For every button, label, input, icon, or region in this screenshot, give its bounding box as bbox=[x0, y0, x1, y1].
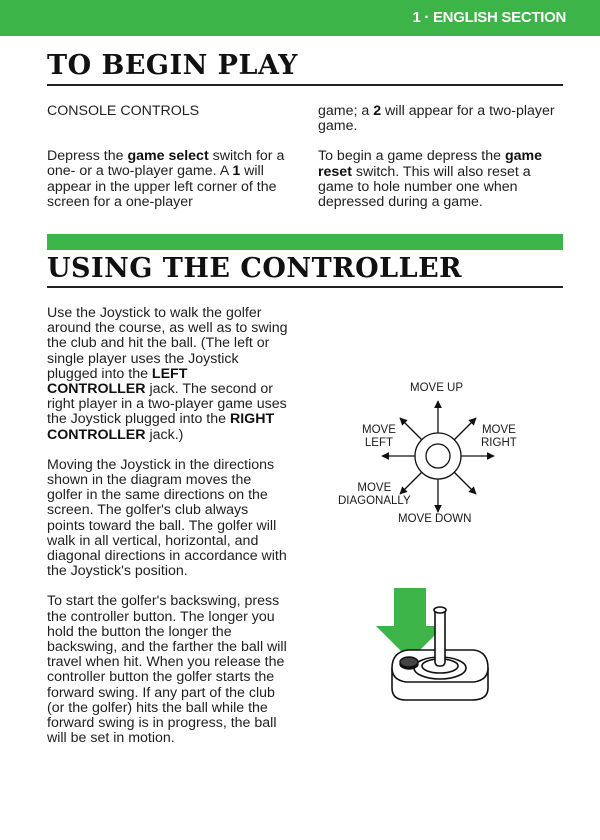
joystick-intro-paragraph bbox=[47, 306, 289, 443]
fire-button-top bbox=[400, 657, 418, 667]
joystick-directions-paragraph: Moving the Joystick in the directions shown in the diagram moves the golfer in the same directions on the screen. The golfer's club always points toward the ball. The golfer will walk in all vertical, horizontal, and diagonal directions in accordance with the Joystick's position. bbox=[47, 456, 287, 580]
text-run: Depress the bbox=[47, 148, 128, 165]
number-two: 2 bbox=[373, 103, 382, 119]
arrow-down-left-icon bbox=[400, 472, 422, 494]
game-reset-paragraph bbox=[318, 149, 568, 210]
number-one: 1 bbox=[232, 163, 241, 180]
joystick-illustration bbox=[376, 588, 496, 708]
text-run: will appear for a two-player game. bbox=[318, 103, 555, 135]
text-run: game; a bbox=[318, 103, 374, 119]
two-player-paragraph bbox=[318, 104, 568, 134]
begin-left-column bbox=[47, 104, 292, 225]
joystick-circle-inner bbox=[426, 444, 450, 468]
label-line: MOVE bbox=[357, 482, 392, 494]
label-line: RIGHT bbox=[481, 437, 517, 449]
label-line: DIAGONALLY bbox=[338, 495, 411, 507]
arrow-up-right-icon bbox=[454, 418, 476, 440]
text-run: switch. This will also reset a game to hole number one when depressed during a game. bbox=[318, 163, 531, 211]
controller-text-column bbox=[47, 306, 289, 761]
keyword-game-select: game select bbox=[127, 148, 209, 165]
backswing-paragraph: To start the golfer's backswing, press the controller button. The longer you hold the button the longer the backswing, and the farther the ball will travel when hit. When you release the controller button the golfer starts the forward swing. If any part of the club (or the golfer) hits the ball while the forward swing is in progress, the ball will be set in motion. bbox=[47, 593, 287, 747]
keyword-game-reset: game reset bbox=[318, 148, 542, 180]
joystick-stick bbox=[435, 608, 445, 666]
heading-using-controller: USING THE CONTROLLER bbox=[47, 253, 463, 284]
direction-diagram bbox=[376, 396, 500, 520]
keyword-right-controller: RIGHT CONTROLLER bbox=[47, 411, 275, 443]
begin-right-column bbox=[318, 104, 568, 225]
text-run: switch for a one- or a two-player game. A bbox=[47, 148, 285, 180]
text-run: jack. The second or right player in a two-player game uses the Joystick plugged into the bbox=[47, 381, 287, 428]
game-select-paragraph bbox=[47, 149, 292, 210]
label-move-down: MOVE DOWN bbox=[398, 513, 472, 525]
text-run: Use the Joystick to walk the golfer around the course, as well as to swing the club and hit the ball. (The left or single player uses the Joystick plugged into the bbox=[47, 305, 288, 382]
section-label: 1 · ENGLISH SECTION bbox=[412, 9, 566, 26]
heading-rule bbox=[47, 286, 563, 288]
green-divider-bar bbox=[47, 234, 563, 250]
label-move-up: MOVE UP bbox=[410, 382, 464, 394]
arrow-up-left-icon bbox=[400, 418, 422, 440]
text-run: jack.) bbox=[145, 426, 184, 443]
section-header-bar bbox=[0, 0, 600, 36]
joystick-stick-top bbox=[434, 607, 446, 613]
label-line: LEFT bbox=[364, 437, 393, 449]
label-line: MOVE bbox=[362, 424, 396, 436]
text-run: To begin a game depress the bbox=[318, 148, 505, 165]
heading-rule bbox=[47, 84, 563, 86]
keyword-left-controller: LEFT CONTROLLER bbox=[47, 365, 188, 398]
text-run: will appear in the upper left corner of the screen for a one-player bbox=[47, 163, 277, 210]
arrow-down-right-icon bbox=[454, 472, 476, 494]
label-line: MOVE bbox=[481, 424, 516, 436]
console-controls-subhead: CONSOLE CONTROLS bbox=[47, 103, 200, 119]
heading-begin-play: TO BEGIN PLAY bbox=[47, 50, 298, 81]
